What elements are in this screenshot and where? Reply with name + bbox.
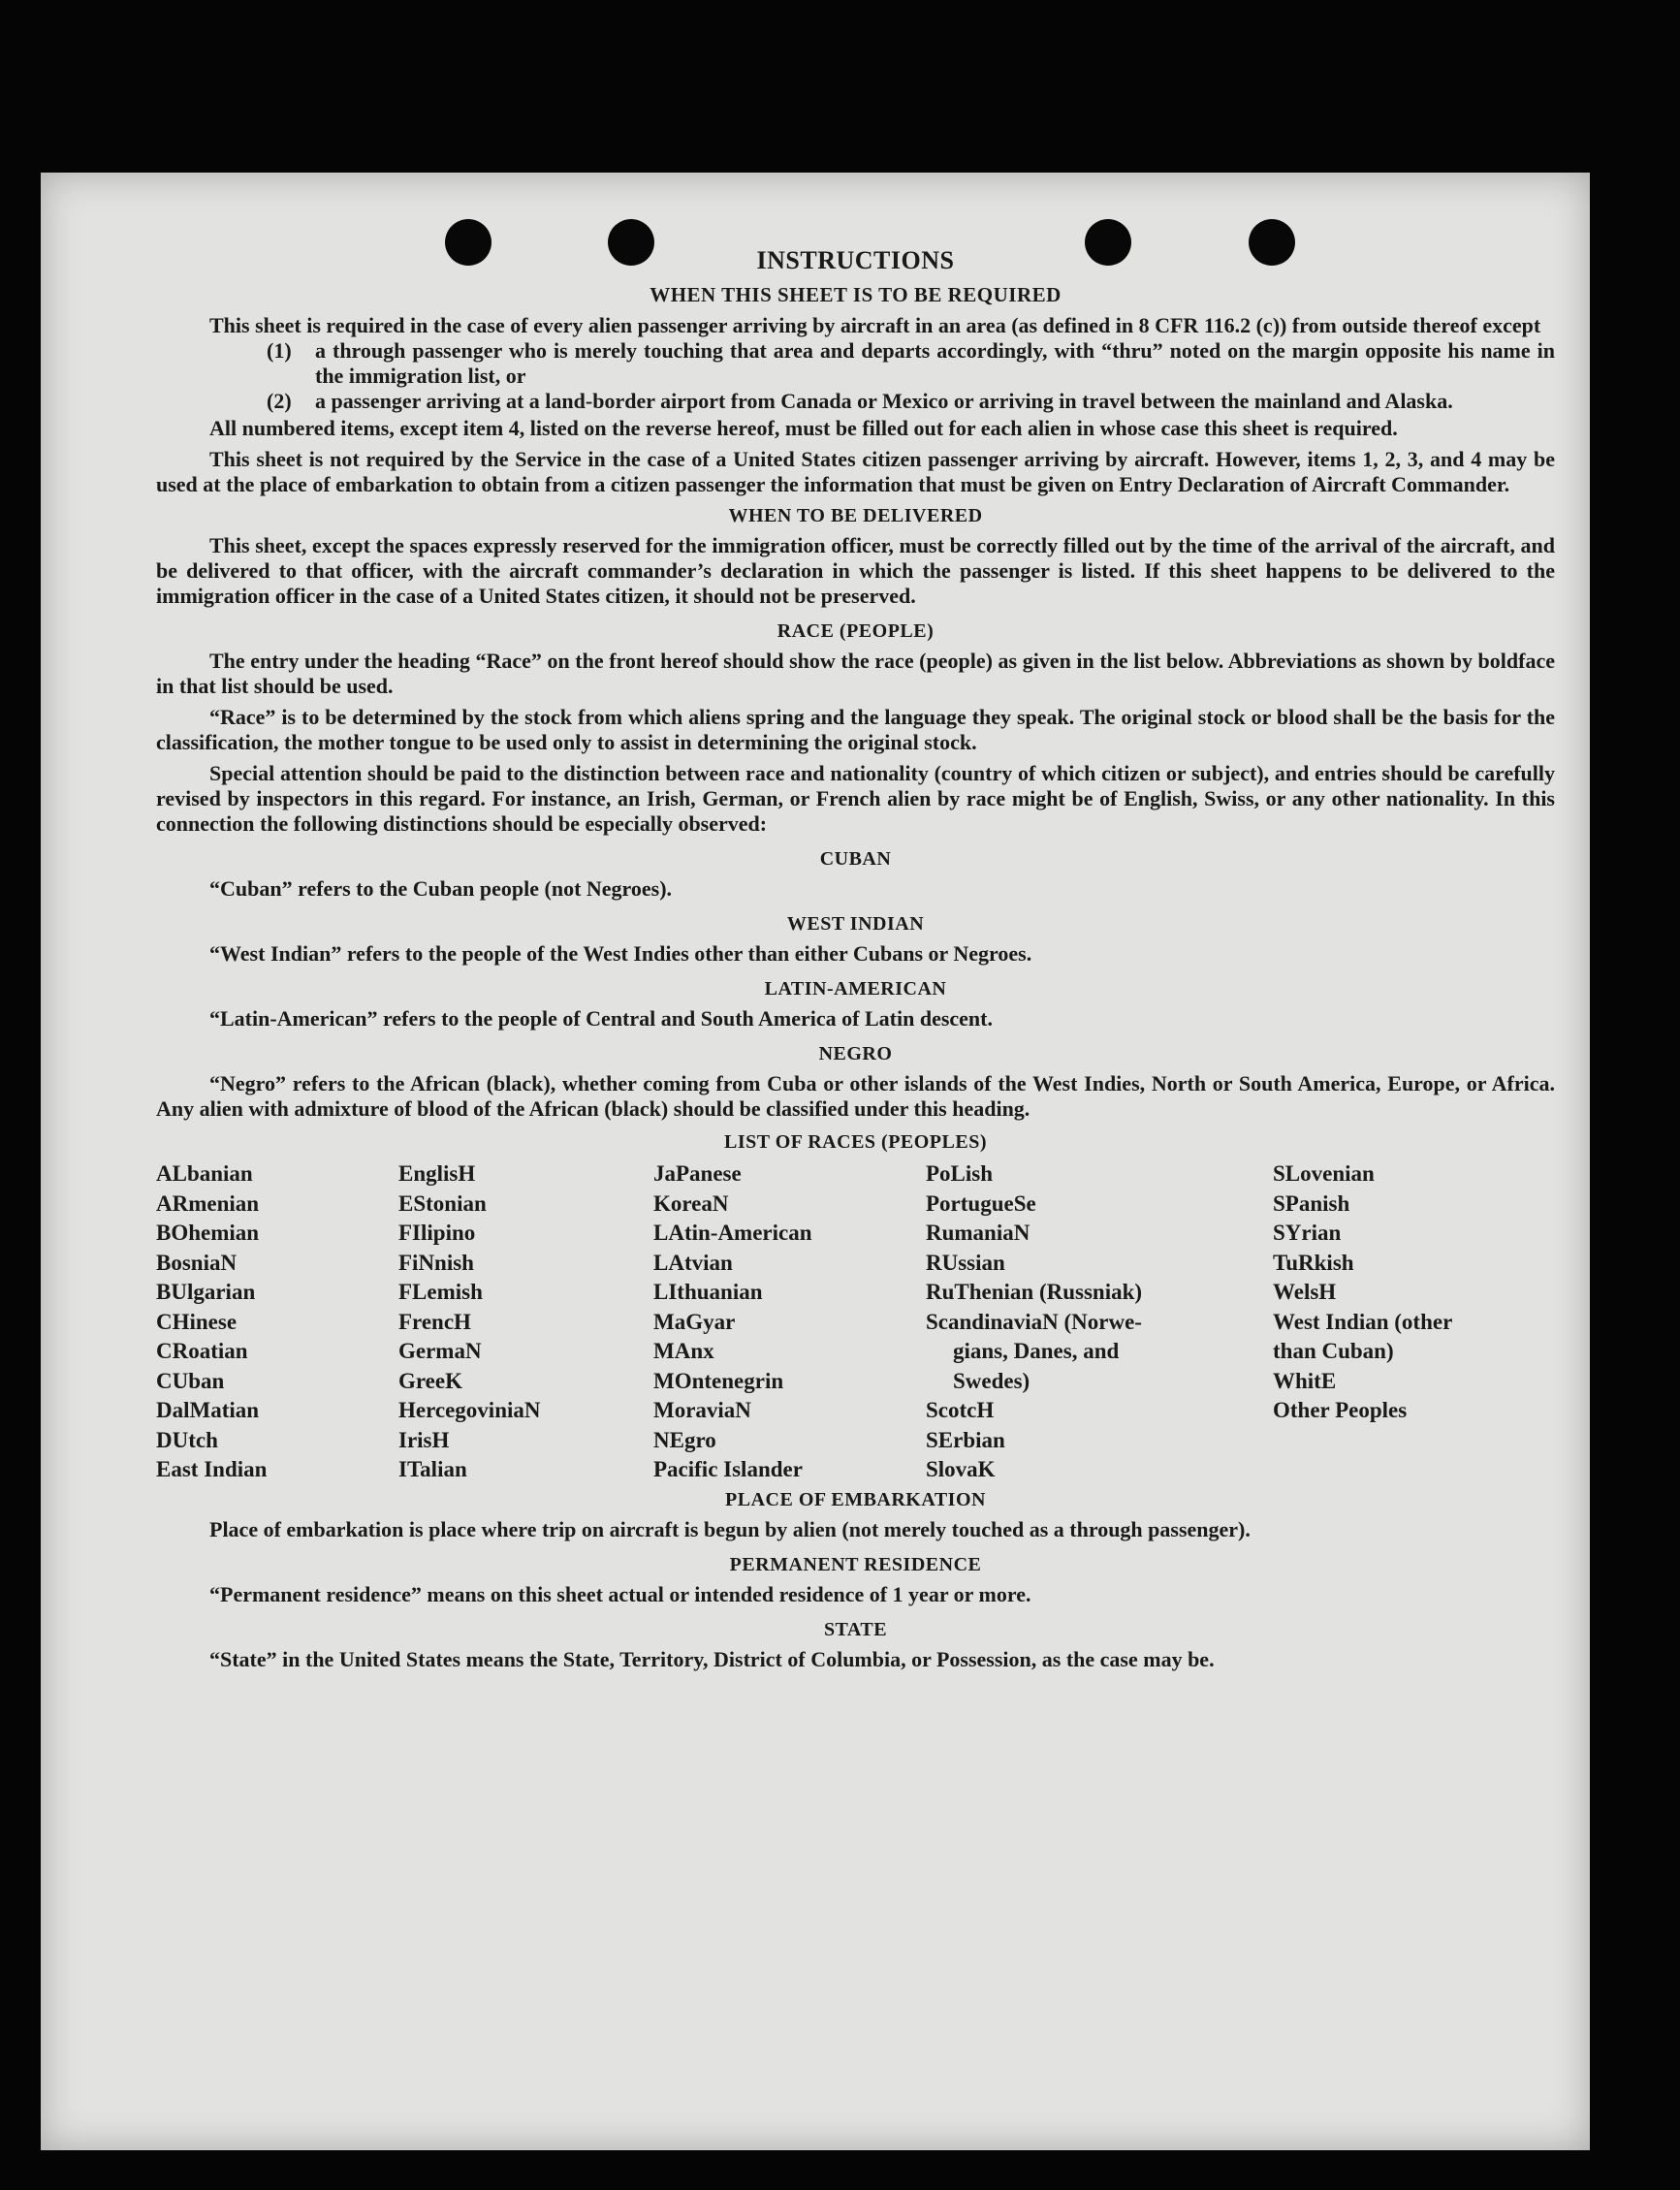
race-item: Swedes) bbox=[953, 1368, 1030, 1393]
section-heading: RACE (PEOPLE) bbox=[777, 620, 935, 642]
race-item: LAtvian bbox=[653, 1250, 733, 1275]
section-heading: WHEN THIS SHEET IS TO BE REQUIRED bbox=[650, 283, 1062, 306]
section-heading: LATIN-AMERICAN bbox=[764, 978, 947, 1000]
race-item: RumaniaN bbox=[926, 1221, 1030, 1245]
race-item: FLemish bbox=[398, 1280, 483, 1304]
race-column bbox=[1273, 1159, 1554, 1485]
paragraph: Special attention should be paid to the distinction between race and nationality (country of which citizen or subject), and entries should be carefully revised by inspectors in this regard. For instance, an Irish, German, or French alien by race might be of English, Swiss, or any other nationality. In this connection the following distinctions should be especially observed: bbox=[156, 761, 1555, 836]
paragraph: “Negro” refers to the African (black), whether coming from Cuba or other islands of the West Indies, North or South America, Europe, or Africa. Any alien with admixture of blood of the African (black) should be classified under this heading. bbox=[156, 1071, 1555, 1121]
item-number: (1) bbox=[267, 338, 292, 363]
paragraph: “State” in the United States means the State, Territory, District of Columbia, or Possession, as the case may be. bbox=[209, 1646, 1215, 1671]
paragraph: “Latin-American” refers to the people of Central and South America of Latin descent. bbox=[209, 1006, 993, 1031]
race-item: KoreaN bbox=[653, 1190, 729, 1216]
race-item: Pacific Islander bbox=[653, 1457, 803, 1481]
race-item: SYrian bbox=[1273, 1221, 1342, 1245]
race-item: EnglisH bbox=[398, 1161, 476, 1186]
race-item: ScandinaviaN (Norwe- bbox=[926, 1309, 1142, 1334]
race-item: GermaN bbox=[398, 1339, 482, 1363]
race-column bbox=[398, 1159, 653, 1485]
race-item: SPanish bbox=[1273, 1190, 1350, 1216]
race-item: LIthuanian bbox=[653, 1280, 763, 1304]
paragraph: The entry under the heading “Race” on the front hereof should show the race (people) as given in the list below. Abbreviations as shown by boldface in that list should be used. bbox=[156, 649, 1555, 698]
paragraph: “West Indian” refers to the people of the West Indies other than either Cubans or Negroes. bbox=[209, 941, 1032, 966]
race-item: ARmenian bbox=[156, 1190, 260, 1216]
section-heading: CUBAN bbox=[819, 848, 892, 870]
race-item: MoraviaN bbox=[653, 1398, 751, 1422]
race-item: PoLish bbox=[926, 1161, 994, 1186]
race-item: BosniaN bbox=[156, 1250, 238, 1275]
paragraph: This sheet, except the spaces expressly reserved for the immigration officer, must be correctly filled out by the time of the arrival of the aircraft, and be delivered to that officer, with the aircraft commander’s declaration in which the passenger is listed. If this sheet happens to be delivered to the immigration officer in the case of a United States citizen, it should not be preserved. bbox=[156, 533, 1555, 608]
section-heading: LIST OF RACES (PEOPLES) bbox=[723, 1131, 987, 1153]
race-column bbox=[653, 1159, 926, 1485]
race-item: DUtch bbox=[156, 1427, 218, 1452]
race-item: GreeK bbox=[398, 1368, 462, 1393]
race-item: SErbian bbox=[926, 1427, 1005, 1452]
paragraph: “Race” is to be determined by the stock from which aliens spring and the language they speak. The original stock or blood shall be the basis for the classification, the mother tongue to be used only to assist in determining the original stock. bbox=[156, 705, 1555, 754]
race-item: LAtin-American bbox=[653, 1221, 812, 1245]
race-column bbox=[156, 1159, 398, 1485]
section-heading: STATE bbox=[823, 1618, 888, 1640]
race-item: FiNnish bbox=[398, 1250, 474, 1275]
race-item: WhitE bbox=[1273, 1368, 1337, 1393]
race-item: SlovaK bbox=[926, 1457, 996, 1481]
race-item: FrencH bbox=[398, 1309, 471, 1334]
race-item: JaPanese bbox=[653, 1161, 742, 1186]
race-item: TuRkish bbox=[1273, 1250, 1354, 1275]
list-item bbox=[267, 338, 1555, 389]
paragraph: This sheet is not required by the Service in the case of a United States citizen passenger arriving by aircraft. However, items 1, 2, 3, and 4 may be used at the place of embarkation to obtain from a citizen passenger the information that must be given on Entry Declaration of Aircraft Commander. bbox=[156, 447, 1555, 496]
race-item: MaGyar bbox=[653, 1309, 736, 1334]
race-item: WelsH bbox=[1273, 1280, 1337, 1304]
race-item: CUban bbox=[156, 1368, 225, 1393]
race-item: East Indian bbox=[156, 1457, 268, 1481]
race-item: FIlipino bbox=[398, 1221, 476, 1245]
race-item: BUlgarian bbox=[156, 1280, 256, 1304]
race-item: RUssian bbox=[926, 1250, 1005, 1275]
paragraph: All numbered items, except item 4, listed on the reverse hereof, must be filled out for each alien in whose case this sheet is required. bbox=[209, 416, 1398, 440]
race-item: NEgro bbox=[653, 1427, 716, 1452]
race-item: PortugueSe bbox=[926, 1190, 1036, 1216]
race-item: Other Peoples bbox=[1273, 1398, 1408, 1422]
race-column bbox=[926, 1159, 1273, 1485]
race-item: DalMatian bbox=[156, 1398, 260, 1422]
list-item bbox=[267, 389, 1555, 414]
race-item: ALbanian bbox=[156, 1161, 253, 1186]
race-item: CHinese bbox=[156, 1309, 238, 1334]
race-item: BOhemian bbox=[156, 1221, 260, 1245]
item-text: a through passenger who is merely touching that area and departs accordingly, with “thru” noted on the margin opposite his name in the immigration list, or bbox=[315, 338, 1555, 388]
race-item: gians, Danes, and bbox=[953, 1339, 1120, 1363]
race-item: MOntenegrin bbox=[653, 1368, 784, 1393]
paragraph: “Cuban” refers to the Cuban people (not Negroes). bbox=[209, 876, 673, 901]
race-item: than Cuban) bbox=[1273, 1339, 1394, 1363]
race-list bbox=[156, 1159, 1555, 1485]
race-item: HercegoviniaN bbox=[398, 1398, 541, 1422]
instructions-content bbox=[156, 246, 1555, 1672]
race-item: West Indian (other bbox=[1273, 1309, 1453, 1334]
document-sheet bbox=[41, 173, 1590, 2150]
section-heading: WHEN TO BE DELIVERED bbox=[728, 505, 983, 526]
section-heading: PLACE OF EMBARKATION bbox=[725, 1488, 986, 1510]
race-item: RuThenian (Russniak) bbox=[926, 1280, 1143, 1304]
race-item: SLovenian bbox=[1273, 1161, 1375, 1186]
race-item: ScotcH bbox=[926, 1398, 995, 1422]
race-item: IrisH bbox=[398, 1427, 450, 1452]
paragraph: This sheet is required in the case of every alien passenger arriving by aircraft in an area (as defined in 8 CFR 116.2 (c)) from outside thereof except bbox=[209, 313, 1541, 337]
race-item: ITalian bbox=[398, 1457, 467, 1481]
section-heading: WEST INDIAN bbox=[786, 913, 925, 935]
race-item: MAnx bbox=[653, 1339, 714, 1363]
section-heading: PERMANENT RESIDENCE bbox=[729, 1553, 982, 1575]
document-title: INSTRUCTIONS bbox=[756, 246, 955, 274]
item-text: a passenger arriving at a land-border airport from Canada or Mexico or arriving in travel between the mainland and Alaska. bbox=[315, 389, 1453, 413]
paragraph: Place of embarkation is place where trip on aircraft is begun by alien (not merely touched as a through passenger). bbox=[209, 1516, 1251, 1541]
race-item: CRoatian bbox=[156, 1339, 248, 1363]
paragraph: “Permanent residence” means on this sheet actual or intended residence of 1 year or more. bbox=[209, 1581, 1031, 1606]
section-heading: NEGRO bbox=[818, 1043, 893, 1064]
item-number: (2) bbox=[267, 389, 292, 413]
race-item: EStonian bbox=[398, 1190, 487, 1216]
